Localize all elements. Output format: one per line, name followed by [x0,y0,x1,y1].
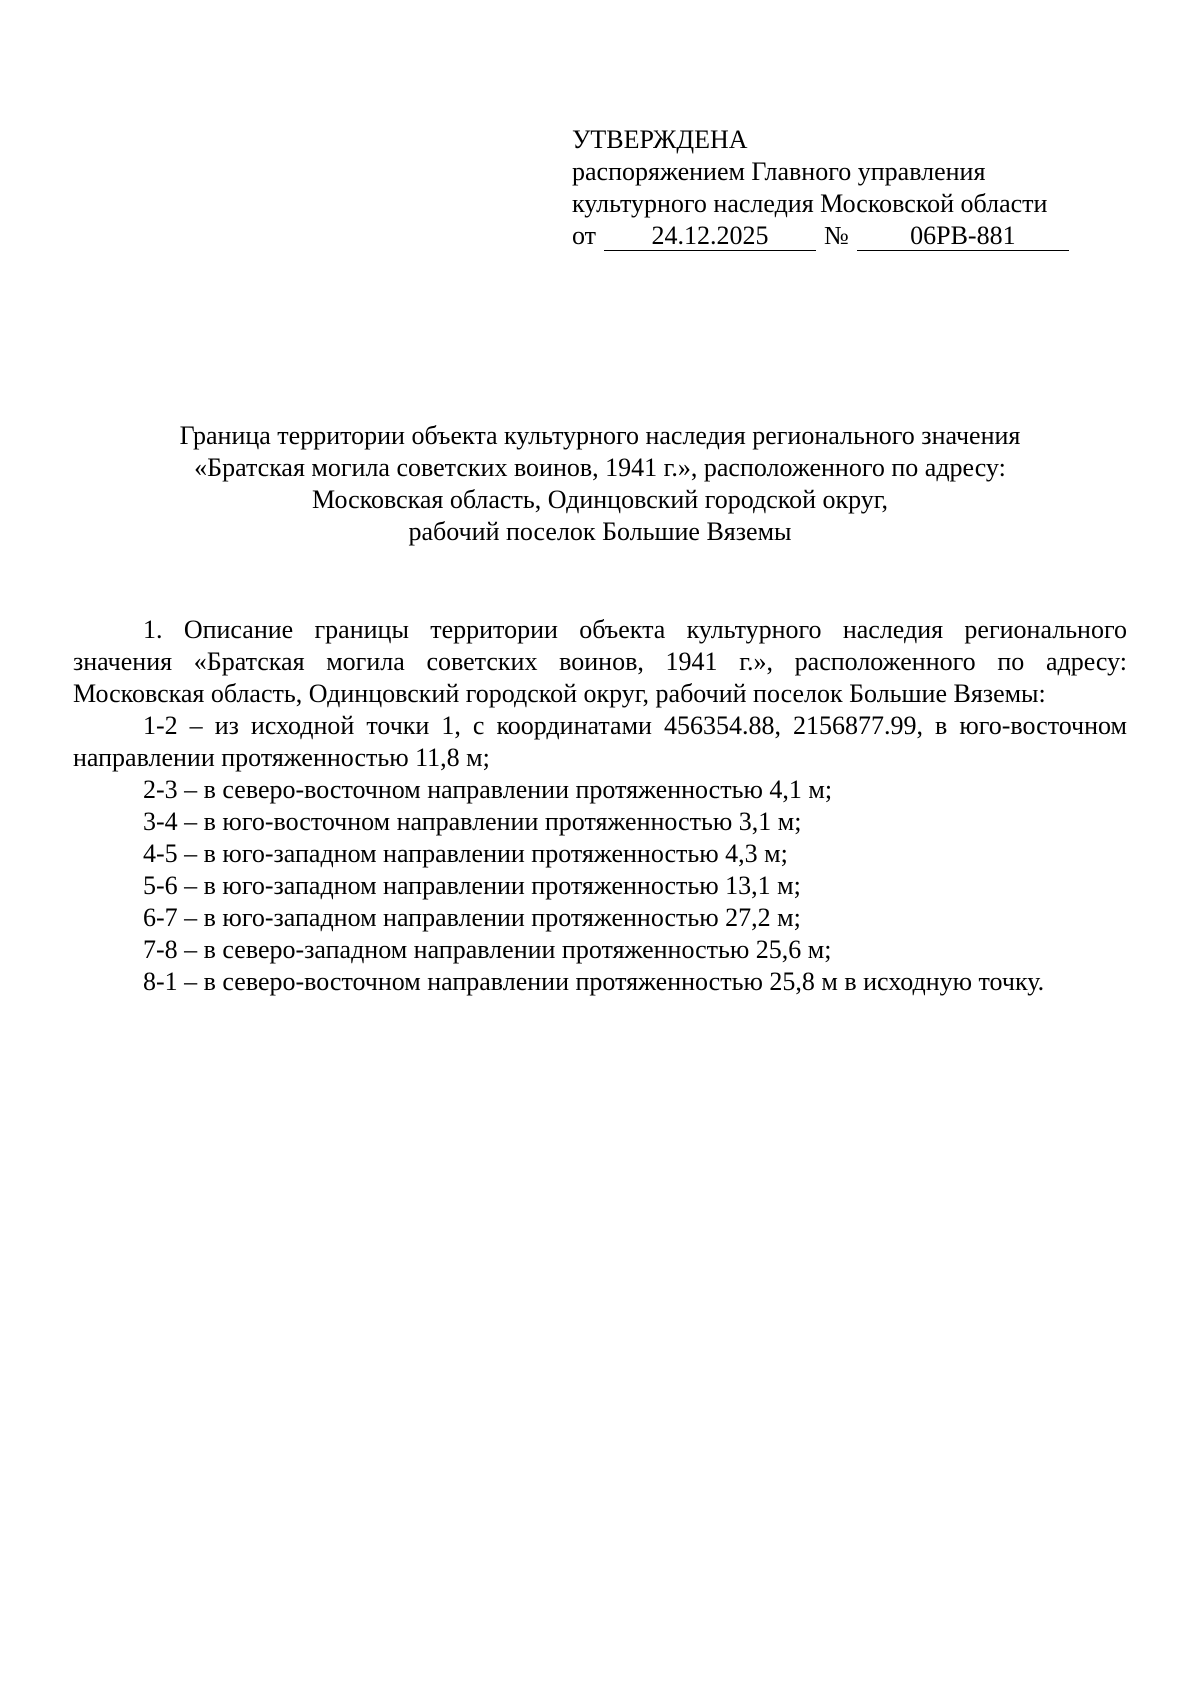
document-body [73,614,1127,998]
from-label: от [572,221,597,250]
approval-block [572,124,1092,252]
segment-paragraph: 8-1 – в северо-восточном направлении протяженностью 25,8 м в исходную точку. [143,967,1045,996]
document-title [60,420,1140,548]
approval-date: 24.12.2025 [604,222,816,251]
title-line-3: Московская область, Одинцовский городской округ, [311,485,889,514]
title-line-2: «Братская могила советских воинов, 1941 г.», расположенного по адресу: [194,453,1006,482]
number-sign: № [824,221,849,250]
intro-paragraph: 1. Описание границы территории объекта культурного наследия регионального значения «Братская могила советских воинов, 1941 г.», расположенного по адресу: Московская область, Одинцовский городской округ, рабочий поселок Большие Вяземы: [73,615,1127,708]
segment-paragraph: 1-2 – из исходной точки 1, с координатами 456354.88, 2156877.99, в юго-восточном направлении протяженностью 11,8 м; [73,711,1127,772]
approval-doc-number: 06РВ-881 [857,222,1069,251]
title-line-1: Граница территории объекта культурного наследия регионального значения [179,421,1021,450]
segment-paragraph: 5-6 – в юго-западном направлении протяженностью 13,1 м; [143,871,801,900]
segment-paragraph: 4-5 – в юго-западном направлении протяженностью 4,3 м; [143,839,788,868]
segment-paragraph: 2-3 – в северо-восточном направлении протяженностью 4,1 м; [143,775,833,804]
title-line-4: рабочий поселок Большие Вяземы [408,517,792,546]
segment-paragraph: 3-4 – в юго-восточном направлении протяженностью 3,1 м; [143,807,802,836]
approval-issuer-line-1: распоряжением Главного управления [572,157,986,186]
segment-paragraph: 6-7 – в юго-западном направлении протяженностью 27,2 м; [143,903,801,932]
approval-issuer-line-2: культурного наследия Московской области [572,189,1048,218]
approval-date-number-line [572,220,1092,252]
approval-heading: УТВЕРЖДЕНА [572,125,748,154]
segment-paragraph: 7-8 – в северо-западном направлении протяженностью 25,6 м; [143,935,832,964]
